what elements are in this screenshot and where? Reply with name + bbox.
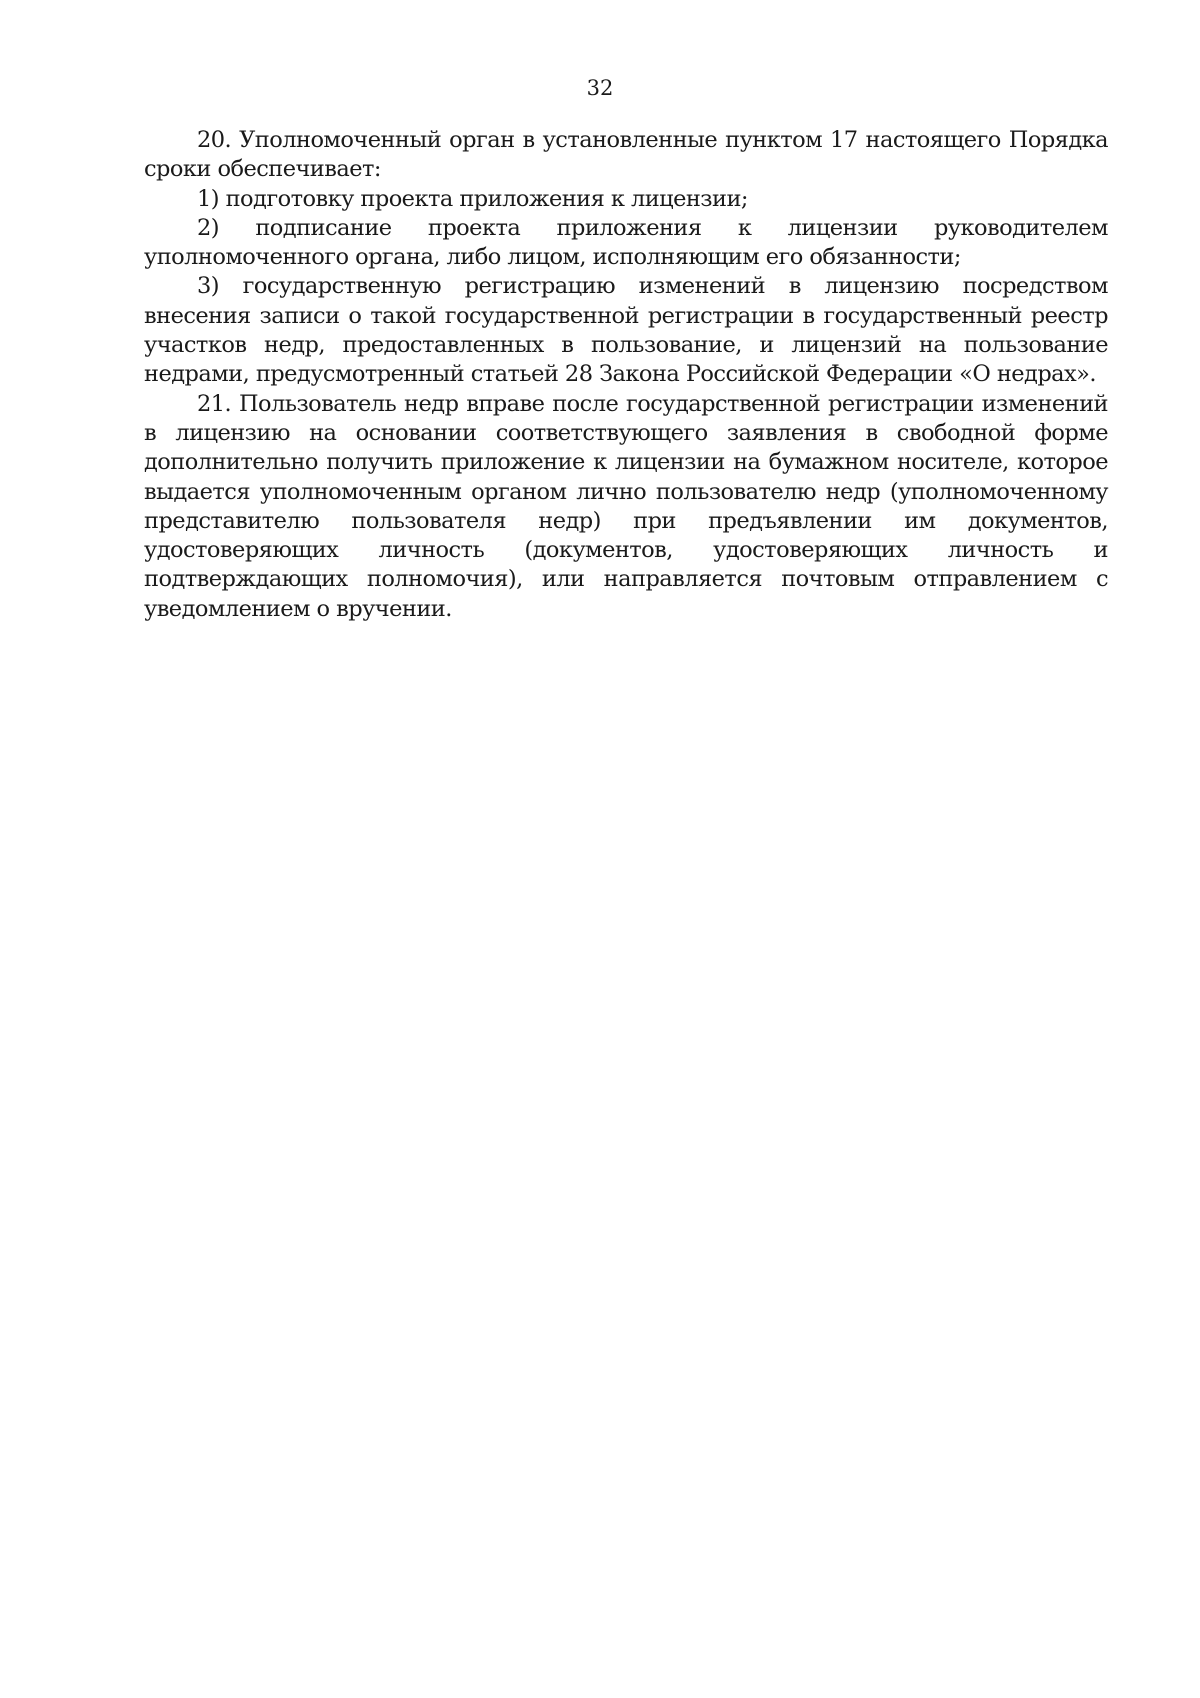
paragraph-item-2: 2) подписание проекта приложения к лицензии руководителем уполномоченного органа, либо лицом, исполняющим его обязанности; bbox=[144, 214, 1108, 271]
paragraph-item-1: 1) подготовку проекта приложения к лицензии; bbox=[197, 185, 748, 212]
paragraph-21: 21. Пользователь недр вправе после государственной регистрации изменений в лицензию на основании соответствующего заявления в свободной форме дополнительно получить приложение к лицензии на бумажном носителе, которое выдается уполномоченным органом лично пользователю недр (уполномоченному представителю пользователя недр) при предъявлении им документов, удостоверяющих личность (документов, удостоверяющих личность и подтверждающих полномочия), или направляется почтовым отправлением с уведомлением о вручении. bbox=[144, 390, 1108, 622]
page-number: 32 bbox=[586, 76, 614, 100]
document-body bbox=[144, 126, 1108, 624]
paragraph-20: 20. Уполномоченный орган в установленные пунктом 17 настоящего Порядка сроки обеспечивает: bbox=[144, 127, 1108, 183]
paragraph-item-3: 3) государственную регистрацию изменений в лицензию посредством внесения записи о такой государственной регистрации в государственный реестр участков недр, предоставленных в пользование, и лицензий на пользование недрами, предусмотренный статьей 28 Закона Российской Федерации «О недрах». bbox=[144, 273, 1108, 388]
